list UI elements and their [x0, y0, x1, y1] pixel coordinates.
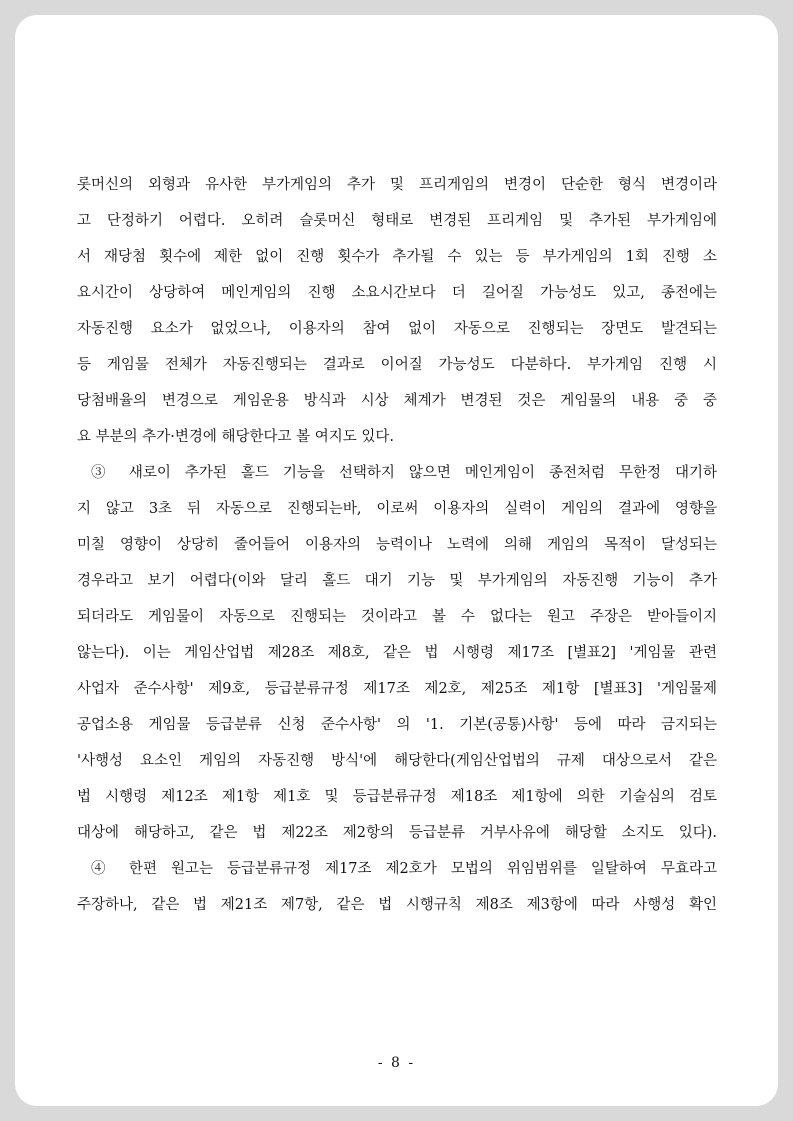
text-line: 않는다). 이는 게임산업법 제28조 제8호, 같은 법 시행령 제17조 [별표2] '게임물 관련: [77, 645, 717, 661]
text-line: 미칠 영향이 상당히 줄어들어 이용자의 능력이나 노력에 의해 게임의 목적이 달성되는: [77, 537, 717, 553]
text-line: 고 단정하기 어렵다. 오히려 슬롯머신 형태로 변경된 프리게임 및 추가된 부가게임에: [77, 213, 717, 229]
text-line: 서 재당첨 횟수에 제한 없이 진행 횟수가 추가될 수 있는 등 부가게임의 1회 진행 소: [77, 249, 717, 265]
text-line: 주장하나, 같은 법 제21조 제7항, 같은 법 시행규칙 제8조 제3항에 따라 사행성 확인: [77, 897, 717, 913]
text-line: 공업소용 게임물 등급분류 신청 준수사항' 의 '1. 기본(공통)사항' 등에 따라 금지되는: [77, 717, 717, 733]
text-line: 등 게임물 전체가 자동진행되는 결과로 이어질 가능성도 다분하다. 부가게임 진행 시: [77, 357, 717, 373]
text-line: 요시간이 상당하여 메인게임의 진행 소요시간보다 더 길어질 가능성도 있고, 종전에는: [77, 285, 717, 301]
text-line: 되더라도 게임물이 자동으로 진행되는 것이라고 볼 수 없다는 원고 주장은 받아들이지: [77, 609, 717, 625]
text-line: 자동진행 요소가 없었으나, 이용자의 참여 없이 자동으로 진행되는 장면도 발견되는: [77, 321, 717, 337]
text-line: 지 않고 3초 뒤 자동으로 진행되는바, 이로써 이용자의 실력이 게임의 결과에 영향을: [77, 501, 717, 517]
paragraph-start-line: ④ 한편 원고는 등급분류규정 제17조 제2호가 모법의 위임범위를 일탈하여 무효라고: [91, 861, 717, 877]
text-line: '사행성 요소인 게임의 자동진행 방식'에 해당한다(게임산업법의 규제 대상으로서 같은: [77, 753, 717, 769]
text-line: 롯머신의 외형과 유사한 부가게임의 추가 및 프리게임의 변경이 단순한 형식 변경이라: [77, 177, 717, 193]
text-line: 당첨배율의 변경으로 게임운용 방식과 시상 체계가 변경된 것은 게임물의 내용 중 중: [77, 393, 717, 409]
text-line: 사업자 준수사항' 제9호, 등급분류규정 제17조 제2호, 제25조 제1항 [별표3] '게임물제: [77, 681, 717, 697]
paragraph-start-line: ③ 새로이 추가된 홀드 기능을 선택하지 않으면 메인게임이 종전처럼 무한정 대기하: [91, 465, 717, 481]
text-line: 요 부분의 추가·변경에 해당한다고 볼 여지도 있다.: [77, 429, 395, 445]
text-line: 법 시행령 제12조 제1항 제1호 및 등급분류규정 제18조 제1항에 의한 기술심의 검토: [77, 789, 717, 805]
text-line: 대상에 해당하고, 같은 법 제22조 제2항의 등급분류 거부사유에 해당할 소지도 있다).: [77, 825, 717, 841]
text-line: 경우라고 보기 어렵다(이와 달리 홀드 대기 기능 및 부가게임의 자동진행 기능이 추가: [77, 573, 717, 589]
document-page: [15, 15, 778, 1106]
body-text: [77, 167, 717, 923]
page-number: - 8 -: [377, 1055, 416, 1071]
